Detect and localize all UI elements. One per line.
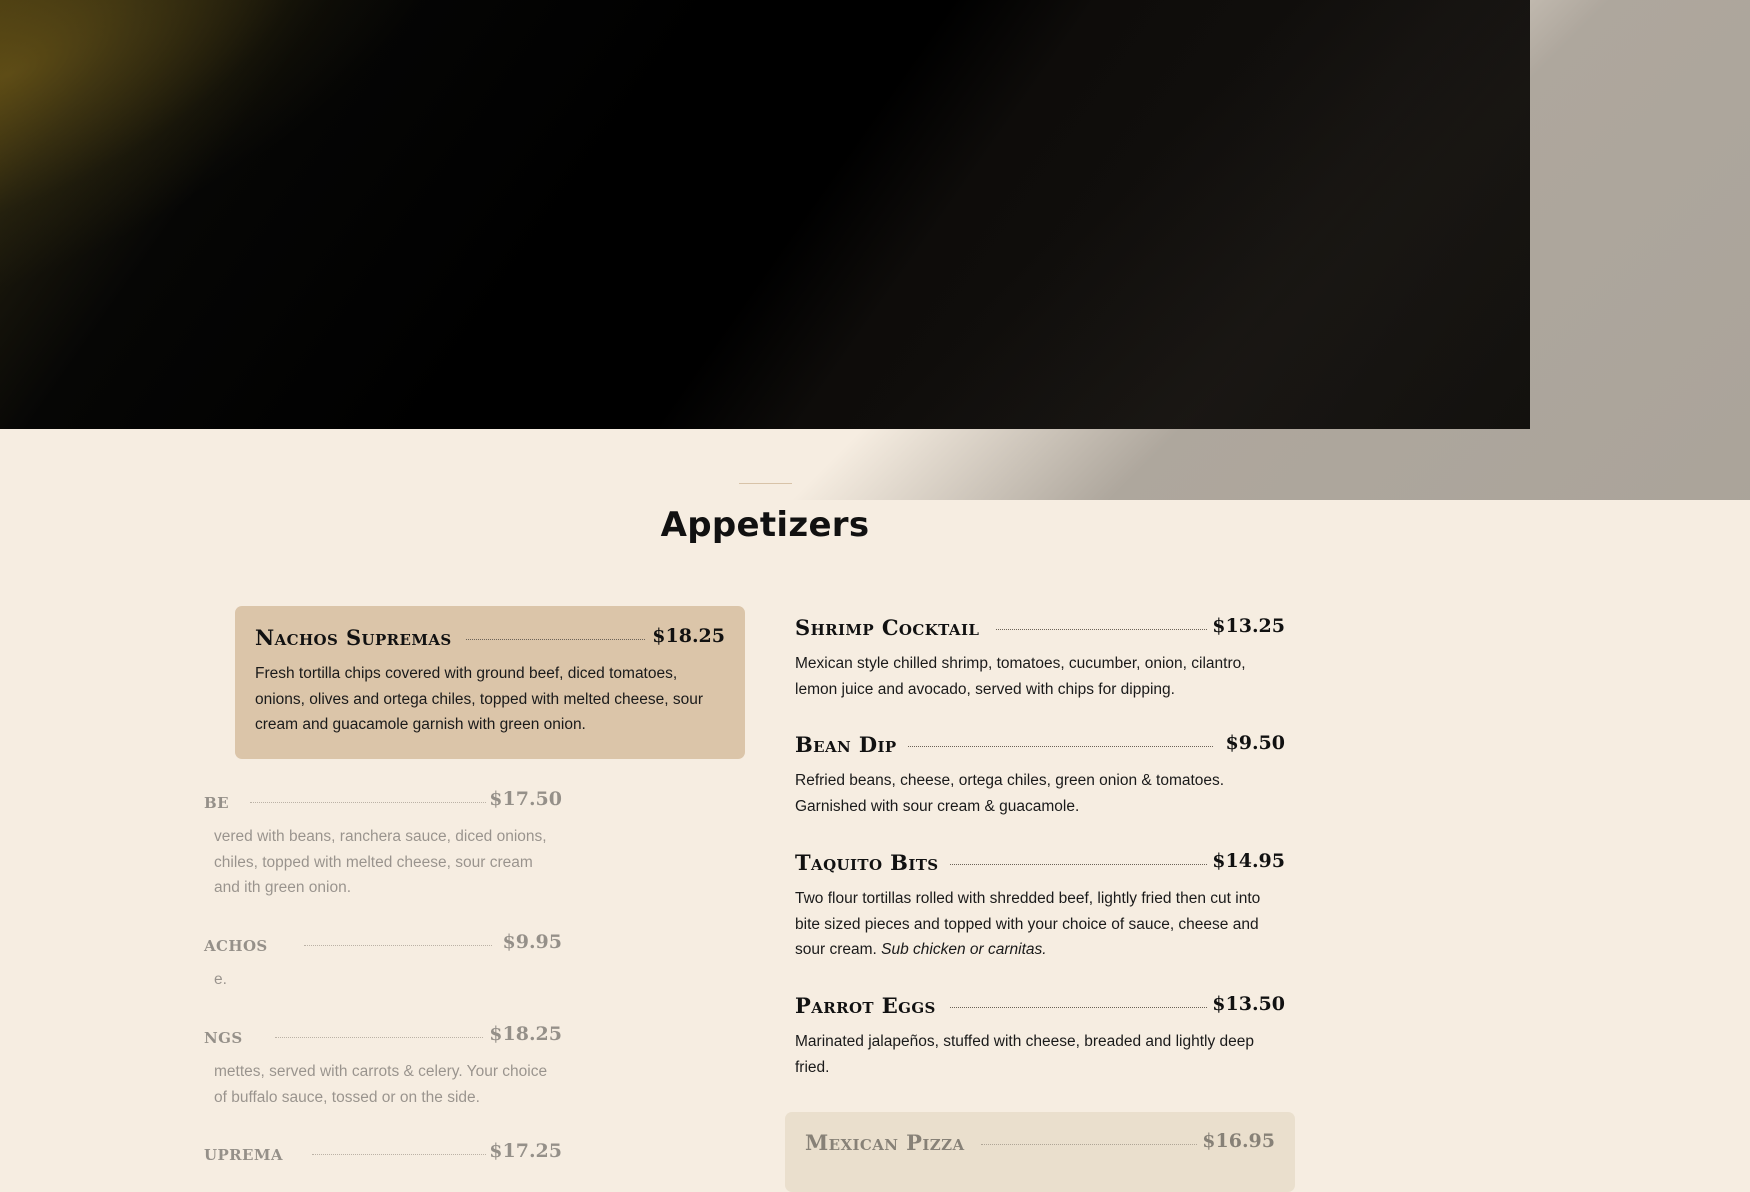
menu-item-nachos-supremas[interactable]	[255, 625, 725, 733]
menu-item-faded-2[interactable]	[204, 931, 562, 988]
menu-item-faded-3[interactable]	[204, 1023, 562, 1106]
menu-item-description: vered with beans, ranchera sauce, diced onions, chiles, topped with melted cheese, sour cream and ith green onion.	[214, 828, 547, 896]
section-title: Appetizers	[660, 505, 870, 545]
menu-item-name: be	[204, 788, 229, 813]
menu-item-taquito-bits[interactable]	[795, 850, 1285, 958]
menu-item-faded-1[interactable]	[204, 788, 562, 896]
menu-item-name: achos	[204, 931, 268, 956]
dotted-leader	[312, 1154, 486, 1155]
menu-item-description: Mexican style chilled shrimp, tomatoes, cucumber, onion, cilantro, lemon juice and avocado, served with chips for dipping.	[795, 655, 1246, 698]
menu-item-mexican-pizza[interactable]	[805, 1130, 1275, 1164]
menu-item-price: $9.95	[502, 931, 562, 953]
menu-item-description: mettes, served with carrots & celery. Your choice of buffalo sauce, tossed or on the side.	[214, 1063, 548, 1106]
menu-item-name: Bean Dip	[795, 732, 897, 757]
menu-item-price: $13.50	[1212, 993, 1285, 1015]
menu-item-name: Nachos Supremas	[255, 625, 452, 650]
hero-light	[0, 0, 537, 342]
menu-item-price: $14.95	[1212, 850, 1285, 872]
dotted-leader	[304, 945, 492, 946]
dotted-leader	[275, 1037, 483, 1038]
menu-item-price: $18.25	[489, 1023, 562, 1045]
menu-item-name: ngs	[204, 1023, 243, 1048]
section-divider	[739, 483, 792, 484]
menu-item-description: Refried beans, cheese, ortega chiles, green onion & tomatoes. Garnished with sour cream & guacamole.	[795, 772, 1225, 815]
menu-item-bean-dip[interactable]	[795, 732, 1285, 815]
dotted-leader	[908, 746, 1213, 747]
dotted-leader	[981, 1144, 1197, 1145]
menu-item-description: Marinated jalapeños, stuffed with cheese, breaded and lightly deep fried.	[795, 1033, 1254, 1076]
menu-item-price: $17.25	[489, 1140, 562, 1162]
menu-item-price: $16.95	[1202, 1130, 1275, 1152]
menu-item-price: $9.50	[1225, 732, 1285, 754]
dotted-leader	[466, 639, 645, 640]
menu-item-description: e.	[214, 971, 227, 988]
menu-item-description-text: Two flour tortillas rolled with shredded beef, lightly fried then cut into bite sized pieces and topped with your choice of sauce, cheese and sour cream.	[795, 890, 1261, 958]
menu-item-price: $13.25	[1212, 615, 1285, 637]
menu-item-description: Fresh tortilla chips covered with ground beef, diced tomatoes, onions, olives and ortega chiles, topped with melted cheese, sour cream and guacamole garnish with green onion.	[255, 665, 704, 733]
menu-item-parrot-eggs[interactable]	[795, 993, 1285, 1076]
menu-column-left-faded	[204, 780, 574, 1180]
menu-item-note: Sub chicken or carnitas.	[881, 941, 1047, 958]
menu-item-name: Parrot Eggs	[795, 993, 936, 1018]
hero-shade	[650, 0, 1750, 500]
dotted-leader	[996, 629, 1207, 630]
menu-item-shrimp-cocktail[interactable]	[795, 615, 1285, 698]
menu-item-price: $18.25	[652, 625, 725, 647]
dotted-leader	[950, 864, 1207, 865]
dotted-leader	[950, 1007, 1207, 1008]
menu-item-name: Mexican Pizza	[805, 1130, 965, 1155]
menu-item-name: Taquito Bits	[795, 850, 939, 875]
menu-item-name: Shrimp Cocktail	[795, 615, 980, 640]
menu-item-price: $17.50	[489, 788, 562, 810]
menu-item-description	[795, 886, 1285, 963]
dotted-leader	[250, 802, 486, 803]
hero-image	[0, 0, 1530, 429]
menu-item-name: uprema	[204, 1140, 283, 1165]
menu-item-faded-4[interactable]	[204, 1140, 562, 1174]
